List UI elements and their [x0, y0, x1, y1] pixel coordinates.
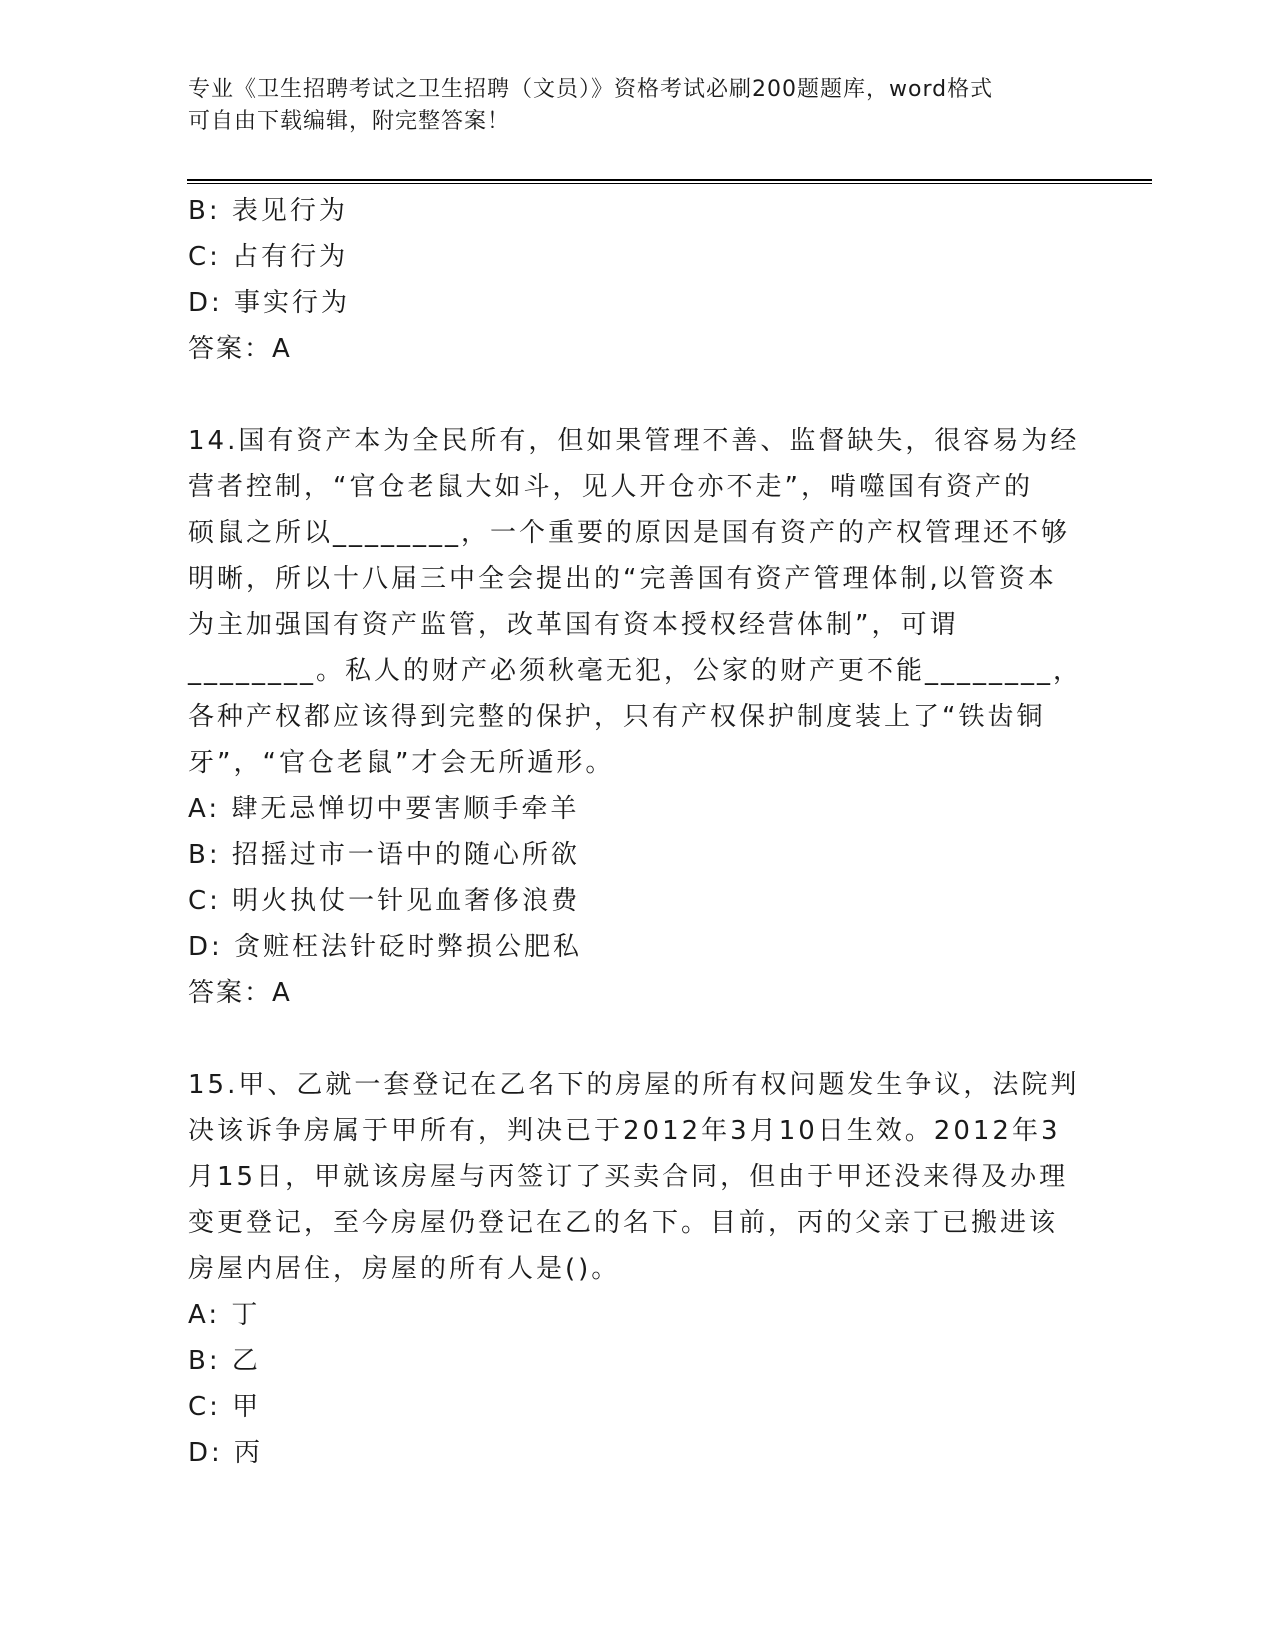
header-line-2: 可自由下载编辑，附完整答案！ [188, 109, 511, 134]
option-c: C: 甲 [188, 1392, 262, 1422]
option-b: B: 招摇过市一语中的随心所欲 [188, 840, 580, 870]
header-divider-thick [187, 179, 1152, 181]
question-13-tail [188, 188, 1088, 372]
header-line-1: 专业《卫生招聘考试之卫生招聘（文员）》资格考试必刷200题题库，word格式 [188, 77, 994, 102]
question-14-line: 14.国有资产本为全民所有，但如果管理不善、监督缺失，很容易为经 [188, 426, 1080, 456]
question-14-line: 为主加强国有资产监管，改革国有资本授权经营体制”，可谓 [188, 610, 959, 640]
question-15-line: 月15日，甲就该房屋与丙签订了买卖合同，但由于甲还没来得及办理 [188, 1162, 1069, 1192]
option-d: D: 贪赃枉法针砭时弊损公肥私 [188, 932, 583, 962]
option-b: B: 乙 [188, 1346, 261, 1376]
question-14-line: 明晰，所以十八届三中全会提出的“完善国有资产管理体制,以管资本 [188, 564, 1057, 594]
option-d: D: 事实行为 [188, 288, 351, 318]
question-15-line: 决该诉争房属于甲所有，判决已于2012年3月10日生效。2012年3 [188, 1116, 1061, 1146]
question-14 [188, 418, 1088, 1016]
option-a: A: 肆无忌惮切中要害顺手牵羊 [188, 794, 580, 824]
option-b: B: 表见行为 [188, 196, 348, 226]
question-15 [188, 1062, 1088, 1476]
question-14-line: 牙”，“官仓老鼠”才会无所遁形。 [188, 748, 615, 778]
question-15-line: 房屋内居住，房屋的所有人是()。 [188, 1254, 621, 1284]
header-divider-thin [187, 183, 1152, 184]
option-c: C: 明火执仗一针见血奢侈浪费 [188, 886, 581, 916]
option-c: C: 占有行为 [188, 242, 349, 272]
spacer [188, 372, 1088, 418]
question-14-line: 硕鼠之所以________，一个重要的原因是国有资产的产权管理还不够 [188, 518, 1071, 548]
question-15-line: 变更登记，至今房屋仍登记在乙的名下。目前，丙的父亲丁已搬进该 [188, 1208, 1059, 1238]
option-a: A: 丁 [188, 1300, 261, 1330]
document-body [188, 188, 1088, 1476]
question-14-line: 营者控制，“官仓老鼠大如斗，见人开仓亦不走”，啃噬国有资产的 [188, 472, 1033, 502]
page-header [188, 74, 1068, 138]
question-14-line: 各种产权都应该得到完整的保护，只有产权保护制度装上了“铁齿铜 [188, 702, 1046, 732]
answer-14: 答案：A [188, 978, 292, 1008]
question-14-line: ________。私人的财产必须秋毫无犯，公家的财产更不能________， [188, 656, 1083, 686]
answer-13: 答案：A [188, 334, 292, 364]
question-15-line: 15.甲、乙就一套登记在乙名下的房屋的所有权问题发生争议，法院判 [188, 1070, 1080, 1100]
option-d: D: 丙 [188, 1438, 264, 1468]
spacer [188, 1016, 1088, 1062]
